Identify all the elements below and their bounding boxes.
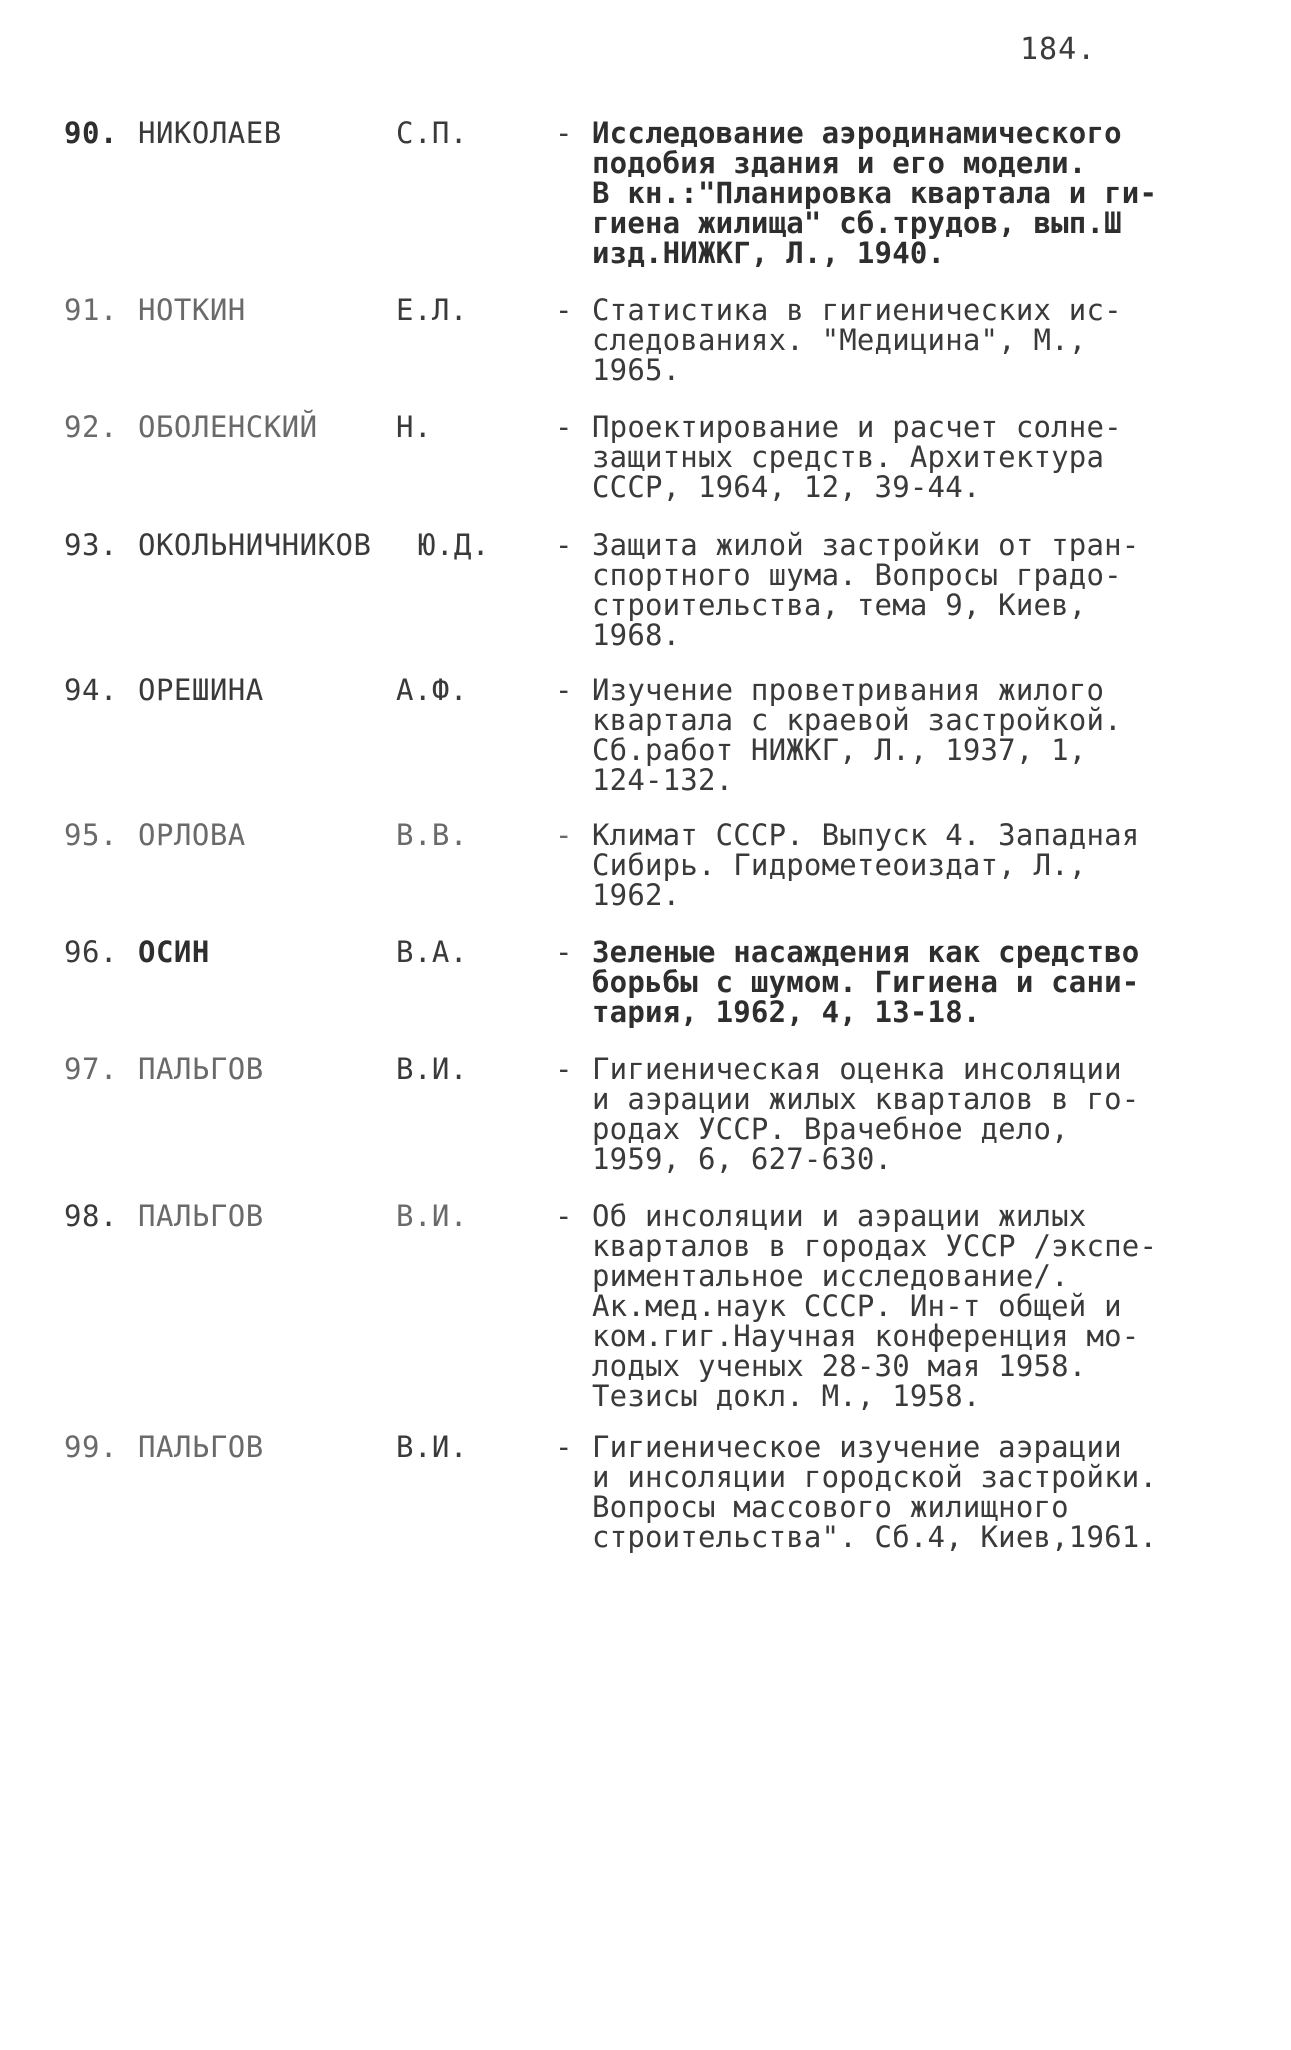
entry-author-initials: С.П. (396, 116, 468, 150)
entry-author-surname: НИКОЛАЕВ (138, 116, 282, 150)
entry-author-surname: ОКОЛЬНИЧНИКОВ (138, 528, 372, 562)
entry-dash: - (555, 410, 573, 444)
page-number: 184. (1020, 32, 1097, 67)
entry-number: 99. (64, 1430, 118, 1464)
entry-dash: - (555, 293, 573, 327)
entry-author-initials: В.И. (396, 1052, 468, 1086)
entry-number: 95. (64, 818, 118, 852)
entry-dash: - (555, 116, 573, 150)
entry-number: 91. (64, 293, 118, 327)
entry-number: 90. (64, 116, 118, 150)
entry-author-surname: ОСИН (138, 935, 210, 969)
entry-author-initials: Н. (396, 410, 432, 444)
entry-description: Зеленые насаждения как средство борьбы с шумом. Гигиена и сани- тария, 1962, 4, 13-18. (592, 935, 1140, 1029)
entry-dash: - (555, 1052, 573, 1086)
entry-dash: - (555, 1199, 573, 1233)
entry-description: Исследование аэродинамического подобия здания и его модели. В кн.:"Планировка квартала и ги- гиена жилища" сб.трудов, вып.Ш изд.НИЖКГ, Л., 1940. (592, 116, 1158, 270)
entry-description: Защита жилой застройки от тран- спортного шума. Вопросы градо- строительства, тема 9, Киев, 1968. (592, 528, 1140, 652)
entry-author-surname: ПАЛЬГОВ (138, 1430, 264, 1464)
entry-author-initials: А.Ф. (396, 673, 468, 707)
entry-number: 97. (64, 1052, 118, 1086)
entry-author-initials: Е.Л. (396, 293, 468, 327)
entry-dash: - (555, 1430, 573, 1464)
entry-author-surname: ОРЛОВА (138, 818, 246, 852)
entry-author-surname: НОТКИН (138, 293, 246, 327)
entry-author-surname: ПАЛЬГОВ (138, 1199, 264, 1233)
entry-description: Статистика в гигиенических ис- следованиях. "Медицина", М., 1965. (592, 293, 1122, 387)
entry-number: 98. (64, 1199, 118, 1233)
entry-author-initials: В.В. (396, 818, 468, 852)
entry-dash: - (555, 673, 573, 707)
entry-number: 92. (64, 410, 118, 444)
entry-dash: - (555, 528, 573, 562)
entry-number: 93. (64, 528, 118, 562)
entry-dash: - (555, 818, 573, 852)
entry-description: Об инсоляции и аэрации жилых кварталов в городах УССР /экспе- риментальное исследование/. Ак.мед.наук СССР. Ин-т общей и ком.гиг.Научная конференция мо- лодых ученых 28-30 мая 1958. Тезисы докл. М., 1958. (592, 1199, 1158, 1413)
entry-author-initials: В.А. (396, 935, 468, 969)
entry-author-initials: В.И. (396, 1199, 468, 1233)
entry-number: 94. (64, 673, 118, 707)
entry-description: Проектирование и расчет солне- защитных средств. Архитектура СССР, 1964, 12, 39-44. (592, 410, 1122, 504)
entry-author-initials: В.И. (396, 1430, 468, 1464)
entry-dash: - (555, 935, 573, 969)
entry-author-surname: ОРЕШИНА (138, 673, 264, 707)
entry-description: Гигиеническая оценка инсоляции и аэрации жилых кварталов в го- родах УССР. Врачебное дело, 1959, 6, 627-630. (592, 1052, 1140, 1176)
entry-description: Гигиеническое изучение аэрации и инсоляции городской застройки. Вопросы массового жилищного строительства". Сб.4, Киев,1961. (592, 1430, 1158, 1554)
entry-description: Климат СССР. Выпуск 4. Западная Сибирь. Гидрометеоиздат, Л., 1962. (592, 818, 1140, 912)
entry-author-surname: ПАЛЬГОВ (138, 1052, 264, 1086)
entry-number: 96. (64, 935, 118, 969)
entry-author-initials: Ю.Д. (418, 528, 490, 562)
entry-description: Изучение проветривания жилого квартала с краевой застройкой. Сб.работ НИЖКГ, Л., 1937, 1, 124-132. (592, 673, 1122, 797)
entry-author-surname: ОБОЛЕНСКИЙ (138, 410, 318, 444)
